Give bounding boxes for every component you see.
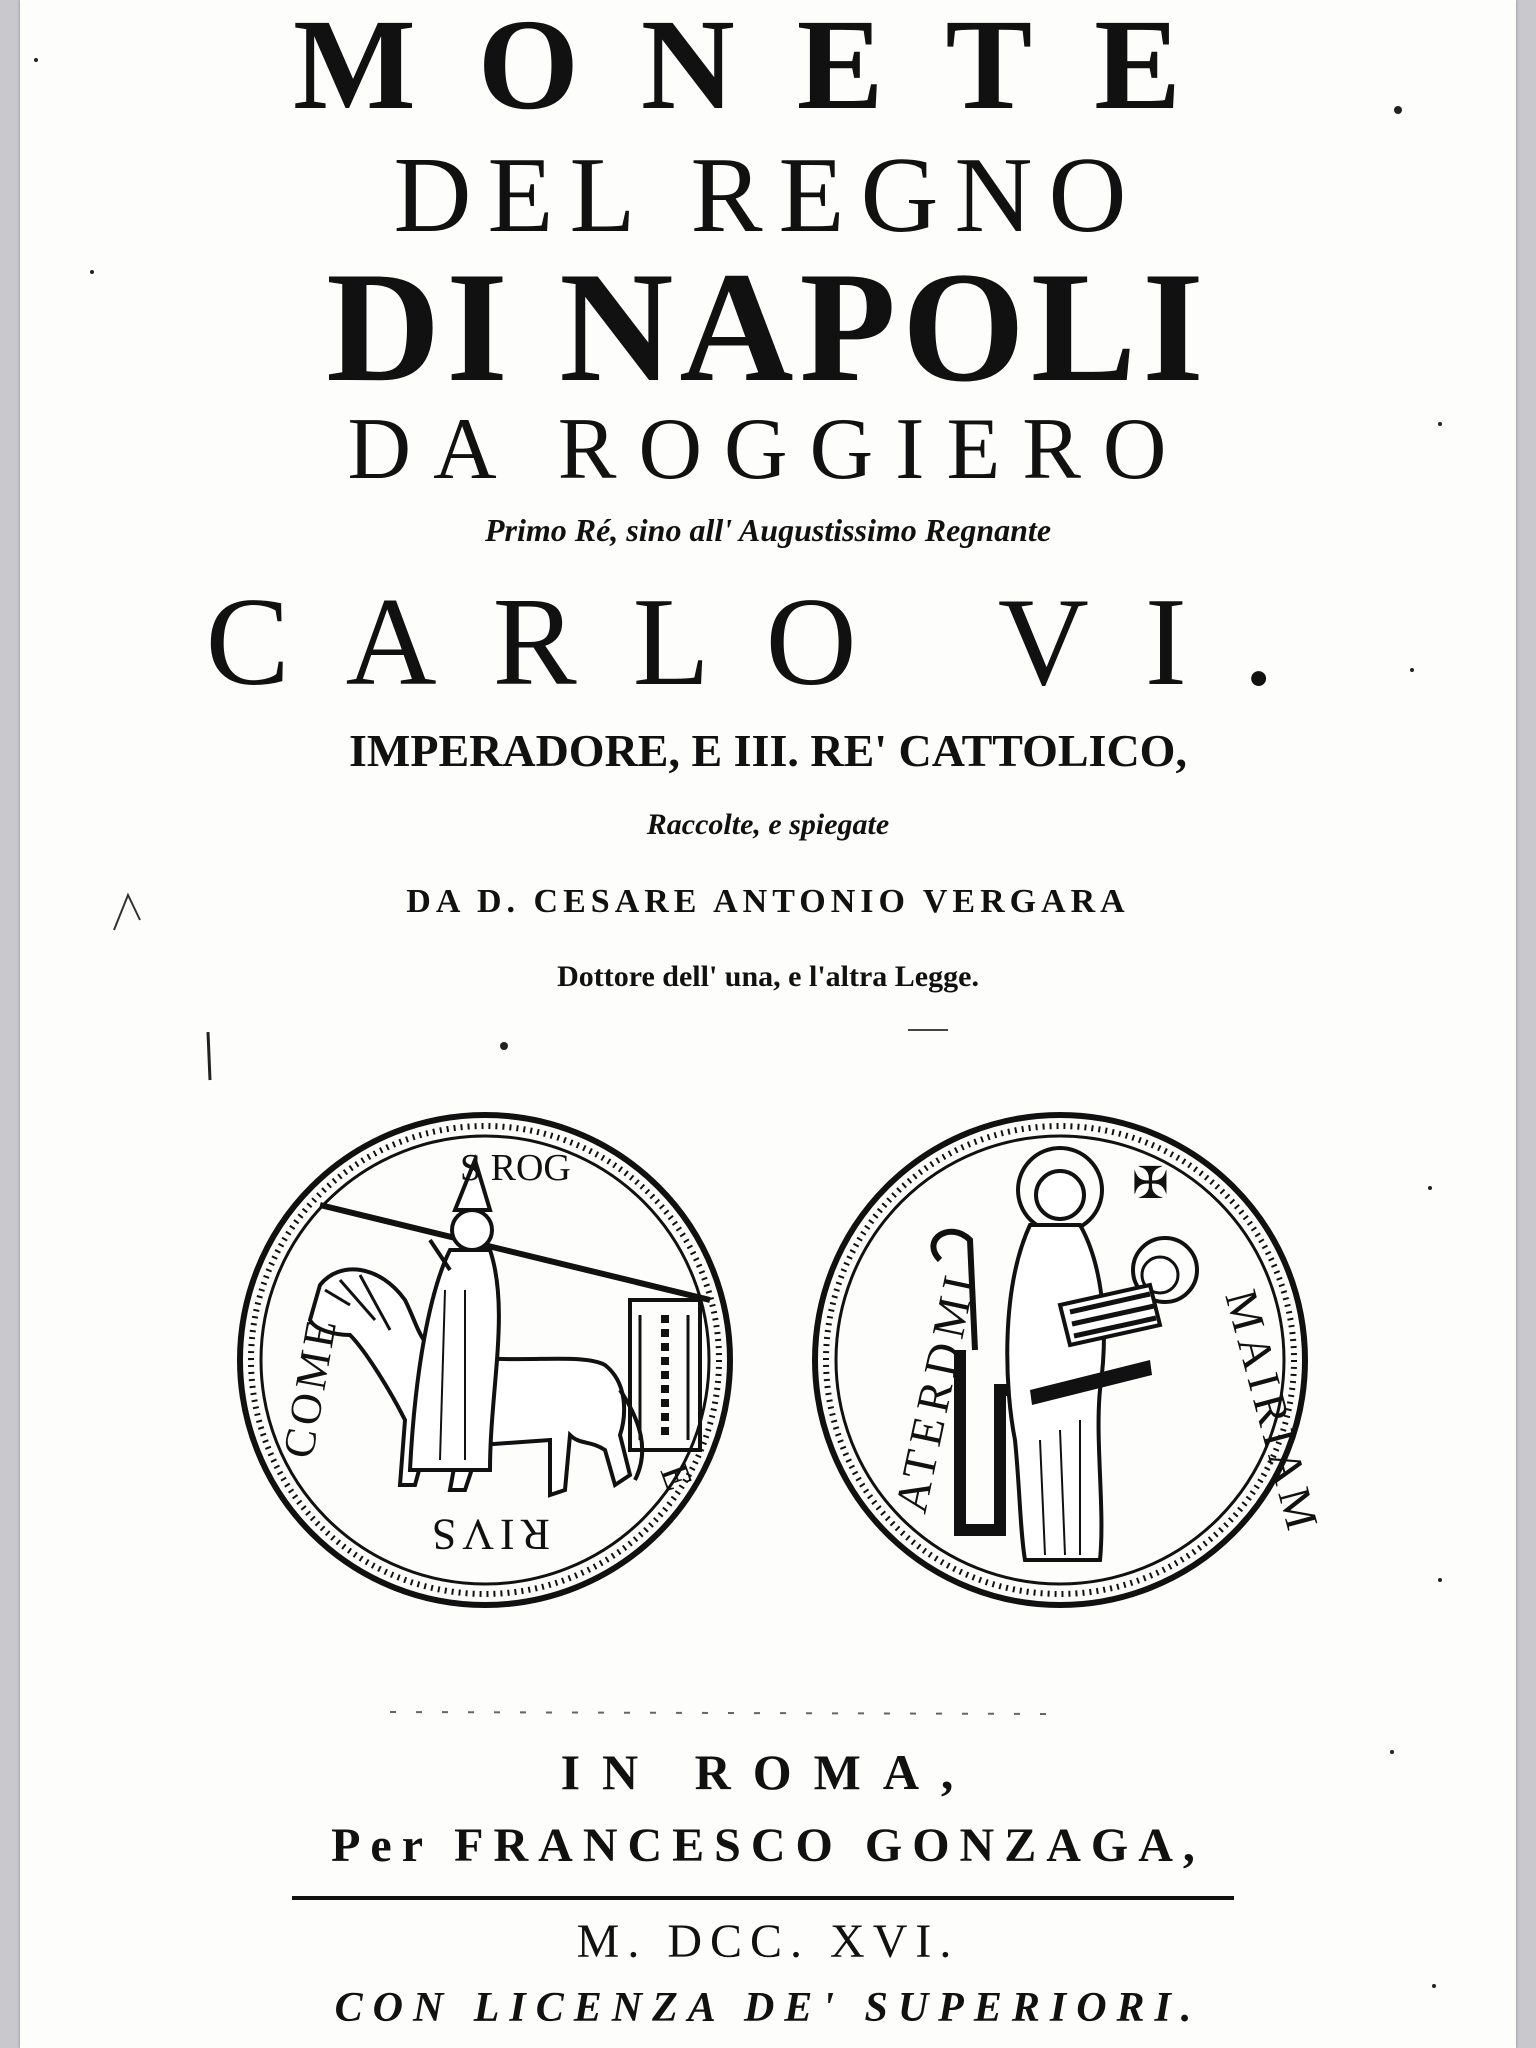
imprint-printer: Per FRANCESCO GONZAGA, — [331, 1819, 1205, 1872]
left-coin-inscription-bottom: RIVS — [425, 1510, 550, 1559]
subtitle-imperadore: IMPERADORE, E III. RE' CATTOLICO, — [349, 725, 1187, 776]
imprint-city: IN ROMA, — [560, 1744, 976, 1800]
left-coin-inscription-left: COME — [273, 1312, 347, 1462]
title-monete: MONETE — [293, 0, 1243, 137]
title-carlo-vi: CARLO VI. — [205, 573, 1331, 712]
author-name: DA D. CESARE ANTONIO VERGARA — [406, 883, 1130, 920]
coin-madonna-child-icon — [815, 1115, 1330, 1605]
imprint-rule — [292, 1896, 1234, 1900]
title-di-napoli: DI NAPOLI — [326, 240, 1210, 415]
left-coin-inscription-top: S ROG — [460, 1147, 571, 1189]
cross-icon: ✠ — [1132, 1158, 1169, 1209]
left-coin-inscription-right: E — [651, 1457, 703, 1497]
imprint-license: CON LICENZA DE' SUPERIORI. — [334, 1985, 1202, 2031]
author-title: Dottore dell' una, e l'altra Legge. — [557, 960, 979, 993]
right-coin-inscription-right: MAIRIAM — [1215, 1284, 1330, 1541]
right-coin-inscription-left: ATERDMI — [884, 1265, 987, 1518]
subtitle-primo-re: Primo Ré, sino all' Augustissimo Regnante — [484, 512, 1052, 548]
imprint-year: M. DCC. XVI. — [576, 1915, 960, 1968]
coin-illustrations — [20, 1090, 1516, 1650]
title-page — [20, 0, 1516, 2048]
subtitle-raccolte: Raccolte, e spiegate — [646, 808, 890, 841]
title-del-regno: DEL REGNO — [393, 136, 1143, 255]
title-da-roggiero: DA ROGGIERO — [347, 401, 1189, 498]
coin-equestrian-bishop-icon — [240, 1115, 730, 1605]
